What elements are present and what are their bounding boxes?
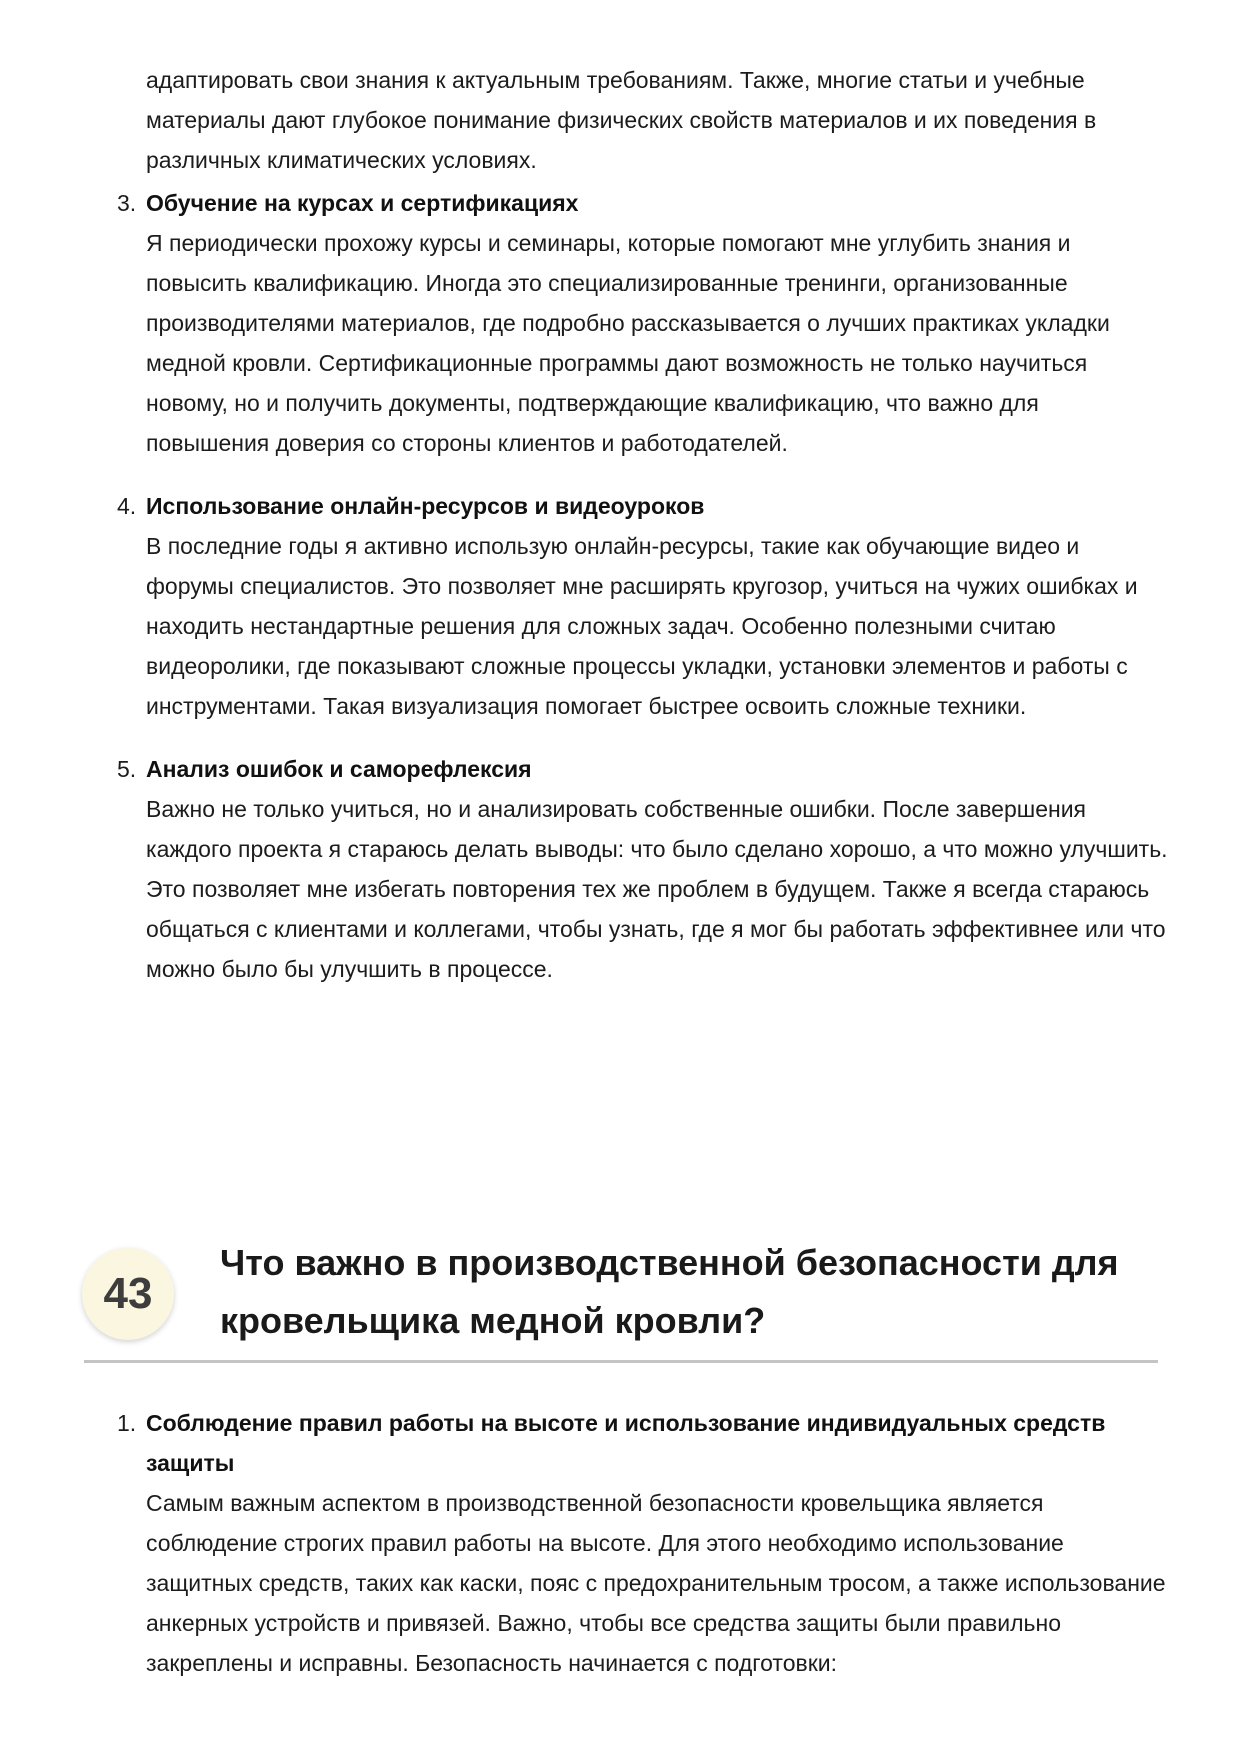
- list-item-title: Анализ ошибок и саморефлексия: [146, 756, 532, 782]
- list-item-number: 1.: [117, 1410, 137, 1436]
- list-item-text: Я периодически прохожу курсы и семинары, которые помогают мне углубить знания и повысить квалификацию. Иногда это специализированные тренинги, организованные производителями материалов, где подробно рассказывается о лучших практиках укладки медной кровли. Сертификационные программы дают возможность не только научиться новому, но и получить документы, подтверждающие квалификацию, что важно для повышения доверия со стороны клиентов и работодателей.: [146, 230, 1110, 456]
- section-header: [80, 1222, 1160, 1362]
- section-number-badge: 43: [82, 1248, 174, 1340]
- list-item: [117, 486, 1168, 726]
- list-item-text: В последние годы я активно использую онлайн-ресурсы, такие как обучающие видео и форумы специалистов. Это позволяет мне расширять кругозор, учиться на чужих ошибках и находить нестандартные решения для сложных задач. Особенно полезными считаю видеоролики, где показывают сложные процессы укладки, установки элементов и работы с инструментами. Такая визуализация помогает быстрее освоить сложные техники.: [146, 533, 1138, 719]
- list-item-title: Использование онлайн-ресурсов и видеоуроков: [146, 493, 705, 519]
- numbered-list-safety: [117, 1403, 1168, 1683]
- list-item-text: Важно не только учиться, но и анализировать собственные ошибки. После завершения каждого проекта я стараюсь делать выводы: что было сделано хорошо, а что можно улучшить. Это позволяет мне избегать повторения тех же проблем в будущем. Также я всегда стараюсь общаться с клиентами и коллегами, чтобы узнать, где я мог бы работать эффективнее или что можно было бы улучшить в процессе.: [146, 796, 1168, 982]
- numbered-list-experience: [117, 183, 1168, 989]
- section-divider: [84, 1360, 1158, 1363]
- list-item: [117, 183, 1168, 463]
- list-item-title: Соблюдение правил работы на высоте и использование индивидуальных средств защиты: [146, 1410, 1106, 1476]
- list-item-number: 5.: [117, 756, 137, 782]
- list-item: [117, 1403, 1168, 1683]
- section-title: Что важно в производственной безопасности для кровельщика медной кровли?: [220, 1242, 1119, 1341]
- continuation-paragraph: адаптировать свои знания к актуальным требованиям. Также, многие статьи и учебные материалы дают глубокое понимание физических свойств материалов и их поведения в различных климатических условиях.: [146, 67, 1097, 173]
- list-item-text: Самым важным аспектом в производственной безопасности кровельщика является соблюдение строгих правил работы на высоте. Для этого необходимо использование защитных средств, таких как каски, пояс с предохранительным тросом, а также использование анкерных устройств и привязей. Важно, чтобы все средства защиты были правильно закреплены и исправны. Безопасность начинается с подготовки:: [146, 1490, 1166, 1676]
- list-item-title: Обучение на курсах и сертификациях: [146, 190, 579, 216]
- list-item-number: 3.: [117, 190, 137, 216]
- list-item-number: 4.: [117, 493, 137, 519]
- list-item: [117, 749, 1168, 989]
